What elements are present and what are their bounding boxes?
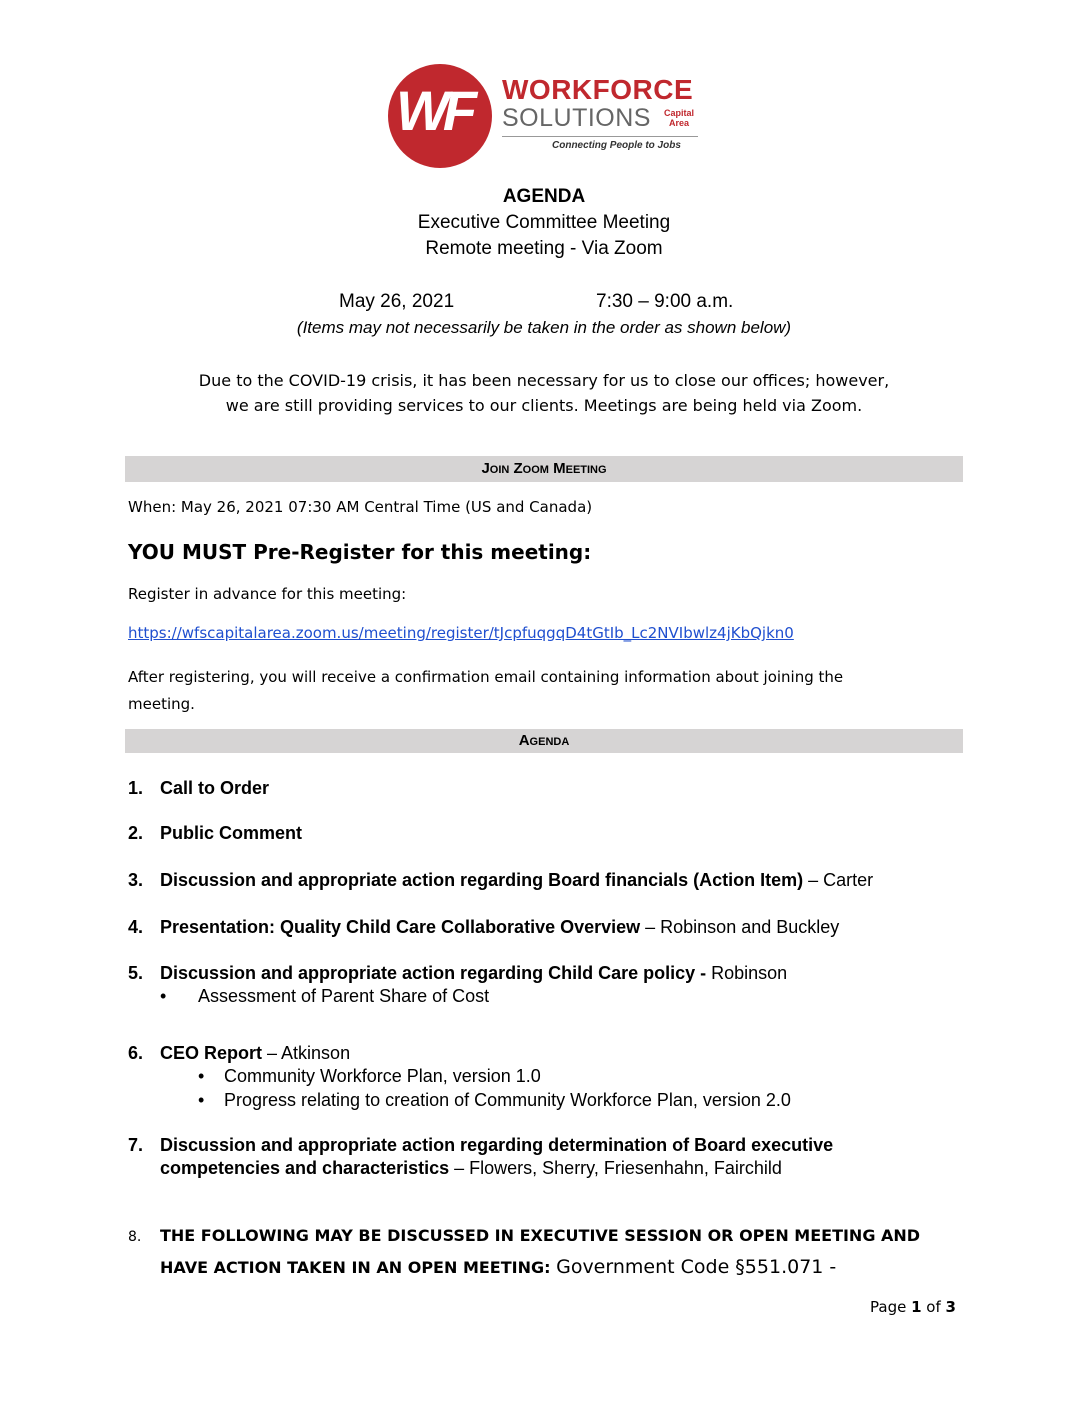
logo-mark: WF: [396, 79, 472, 142]
logo-word-workforce: WORKFORCE: [502, 74, 694, 105]
logo-capital-area: Capital Area: [664, 108, 695, 128]
meeting-date: May 26, 2021: [339, 291, 455, 312]
agenda-item: 7. Discussion and appropriate action regarding determination of Board executive competencies and characteristics – Flowers, Sherry, Friesenhahn, Fairchild: [128, 1135, 834, 1178]
agenda-item-executive-session: 8. THE FOLLOWING MAY BE DISCUSSED IN EXECUTIVE SESSION OR OPEN MEETING AND HAVE ACTION TAKEN IN AN OPEN MEETING: Government Code §551.071 -: [128, 1226, 921, 1278]
workforce-solutions-logo: [388, 64, 708, 168]
logo-word-solutions: SOLUTIONS: [502, 104, 651, 132]
agenda-item: 1. Call to Order: [128, 778, 270, 798]
zoom-register-link[interactable]: https://wfscapitalarea.zoom.us/meeting/register/tJcpfuqgqD4tGtIb_Lc2NVIbwlz4jKbQjkn0: [128, 624, 794, 642]
agenda-item: 3. Discussion and appropriate action regarding Board financials (Action Item) – Carter: [128, 870, 874, 890]
covid-notice: Due to the COVID-19 crisis, it has been necessary for us to close our offices; however, we are still providing services to our clients. Meetings are being held via Zoom.: [198, 371, 890, 415]
after-registering-text: After registering, you will receive a confirmation email containing information about joining the meeting.: [128, 668, 844, 713]
order-note: (Items may not necessarily be taken in the order as shown below): [296, 318, 792, 337]
page-number: Page 1 of 3: [870, 1298, 956, 1316]
logo-emblem: [388, 64, 492, 168]
agenda-item: 5. Discussion and appropriate action regarding Child Care policy - Robinson: [128, 963, 788, 983]
page-title: AGENDA: [502, 186, 586, 207]
agenda-item: 6. CEO Report – Atkinson: [128, 1043, 351, 1063]
bullet-icon: •: [198, 1066, 205, 1086]
bullet-icon: •: [160, 986, 167, 1006]
meeting-time: 7:30 – 9:00 a.m.: [596, 291, 734, 312]
meeting-name: Executive Committee Meeting: [417, 212, 671, 233]
register-instruction: Register in advance for this meeting:: [128, 585, 407, 603]
agenda-section-heading: Agenda: [125, 729, 963, 753]
bullet-icon: •: [198, 1090, 205, 1110]
agenda-subitem: • Progress relating to creation of Community Workforce Plan, version 2.0: [198, 1090, 791, 1110]
logo-tagline: Connecting People to Jobs: [552, 140, 681, 151]
meeting-location: Remote meeting - Via Zoom: [425, 238, 663, 259]
agenda-subitem: • Assessment of Parent Share of Cost: [160, 986, 490, 1006]
logo-divider: [502, 136, 698, 137]
zoom-section-heading: Join Zoom Meeting: [125, 456, 963, 482]
agenda-subitem: • Community Workforce Plan, version 1.0: [198, 1066, 541, 1086]
agenda-item: 4. Presentation: Quality Child Care Collaborative Overview – Robinson and Buckley: [128, 917, 840, 937]
agenda-item: 2. Public Comment: [128, 823, 303, 843]
zoom-when: When: May 26, 2021 07:30 AM Central Time (US and Canada): [128, 498, 593, 516]
preregister-heading: YOU MUST Pre-Register for this meeting:: [128, 540, 592, 564]
